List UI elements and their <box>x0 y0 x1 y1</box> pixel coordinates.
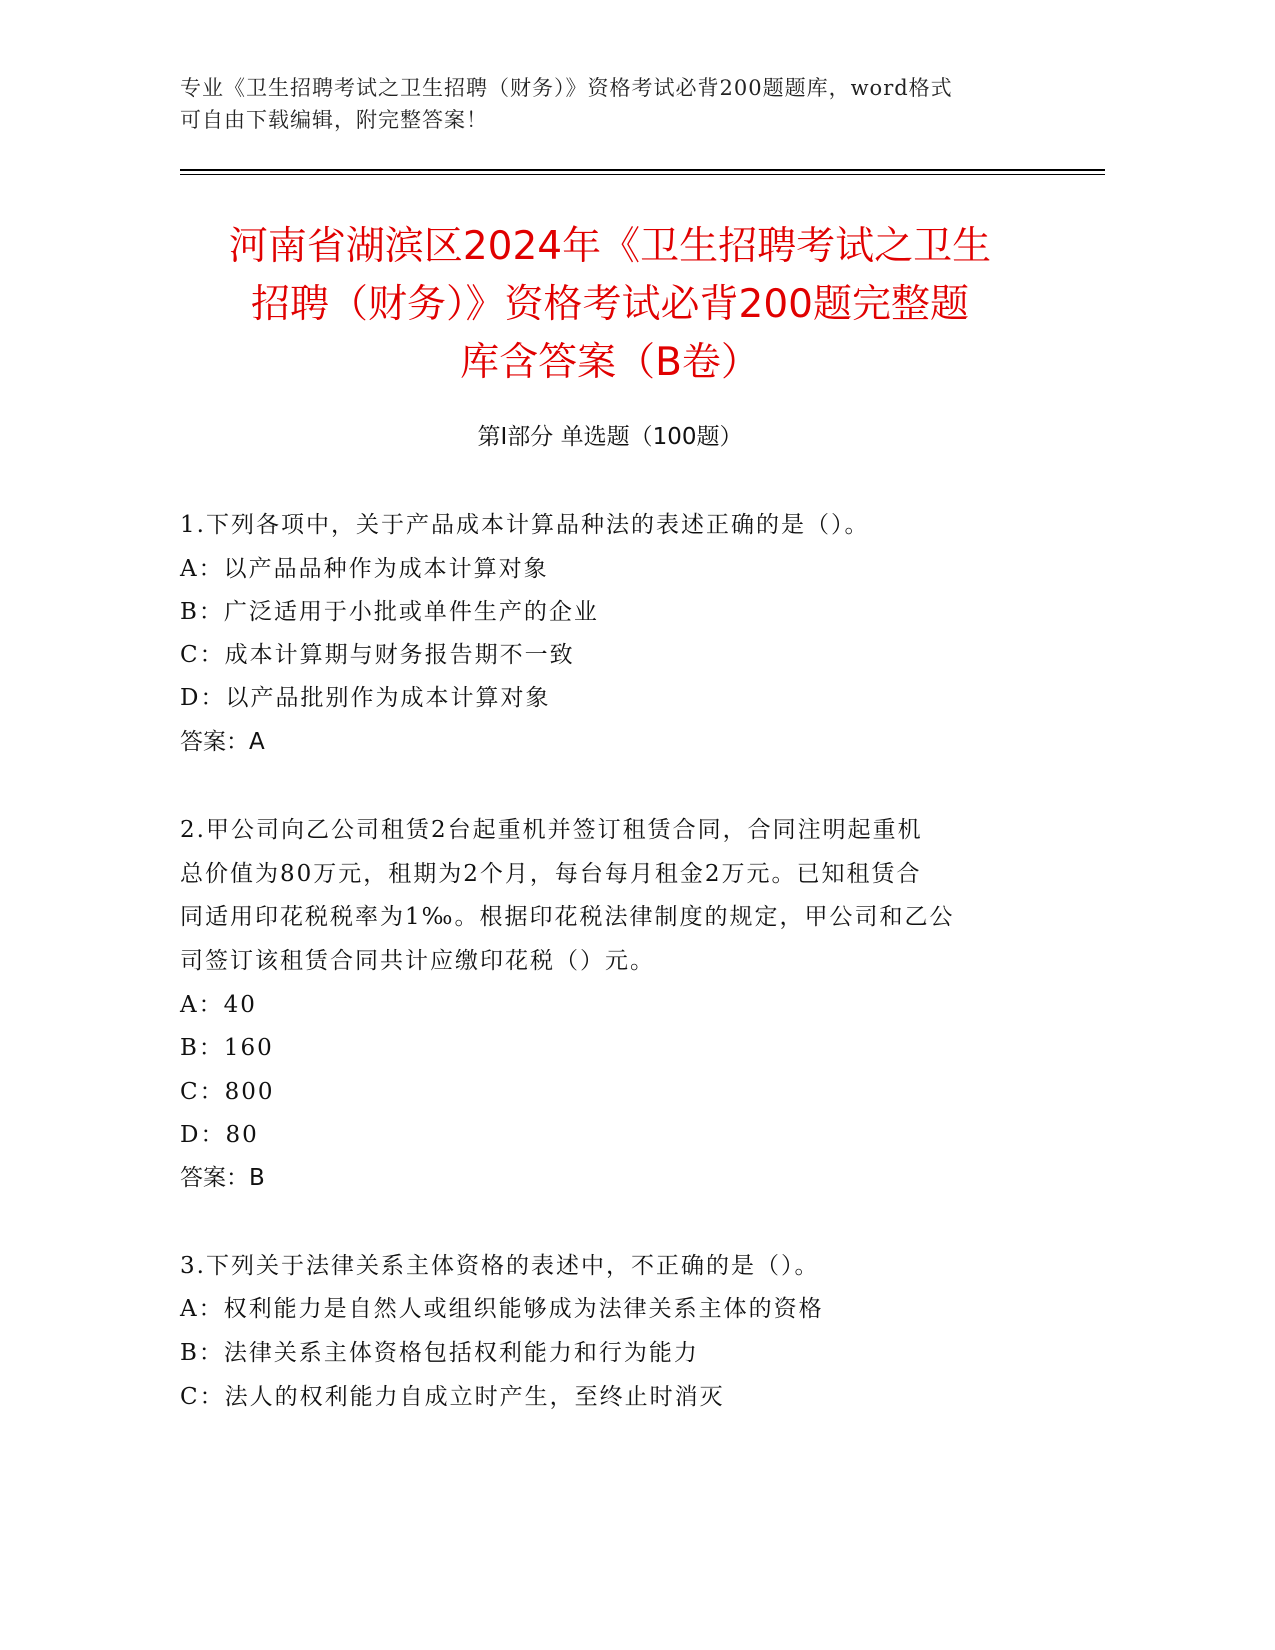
document-title <box>170 218 1050 392</box>
question-stem: 总价值为80万元，租期为2个月，每台每月租金2万元。已知租赁合 <box>180 861 922 887</box>
title-line: 招聘（财务）》资格考试必背200题完整题 <box>251 282 969 327</box>
header-note-line: 专业《卫生招聘考试之卫生招聘（财务）》资格考试必背200题题库，word格式 <box>180 76 953 100</box>
header-note <box>180 72 1040 136</box>
question-answer: 答案：B <box>180 1165 265 1191</box>
question-option: B：法律关系主体资格包括权利能力和行为能力 <box>180 1340 699 1366</box>
title-line: 河南省湖滨区2024年《卫生招聘考试之卫生 <box>228 224 992 269</box>
question-option: A：权利能力是自然人或组织能够成为法律关系主体的资格 <box>180 1296 824 1322</box>
question-stem: 1.下列各项中，关于产品成本计算品种法的表述正确的是（）。 <box>180 512 870 538</box>
question-option: A：40 <box>180 992 257 1018</box>
question-stem: 同适用印花税税率为1‰。根据印花税法律制度的规定，甲公司和乙公 <box>180 904 955 930</box>
question-stem: 司签订该租赁合同共计应缴印花税（）元。 <box>180 948 655 974</box>
header-divider <box>180 169 1105 171</box>
question-option: A：以产品品种作为成本计算对象 <box>180 556 549 582</box>
question-option: C：800 <box>180 1079 275 1105</box>
question-option: D：80 <box>180 1122 259 1148</box>
question-option: D：以产品批别作为成本计算对象 <box>180 685 551 711</box>
question-answer: 答案：A <box>180 729 265 755</box>
question-option: C：法人的权利能力自成立时产生，至终止时消灭 <box>180 1384 725 1410</box>
question-option: C：成本计算期与财务报告期不一致 <box>180 642 575 668</box>
title-line: 库含答案（B卷） <box>460 340 760 385</box>
question-stem: 2.甲公司向乙公司租赁2台起重机并签订租赁合同，合同注明起重机 <box>180 817 923 843</box>
question-stem: 3.下列关于法律关系主体资格的表述中，不正确的是（）。 <box>180 1253 820 1279</box>
question-option: B：160 <box>180 1035 274 1061</box>
header-divider <box>180 174 1105 175</box>
section-title: 第Ⅰ部分 单选题（100题） <box>477 424 743 450</box>
header-note-line: 可自由下载编辑，附完整答案！ <box>180 108 488 132</box>
question-option: B：广泛适用于小批或单件生产的企业 <box>180 599 599 625</box>
